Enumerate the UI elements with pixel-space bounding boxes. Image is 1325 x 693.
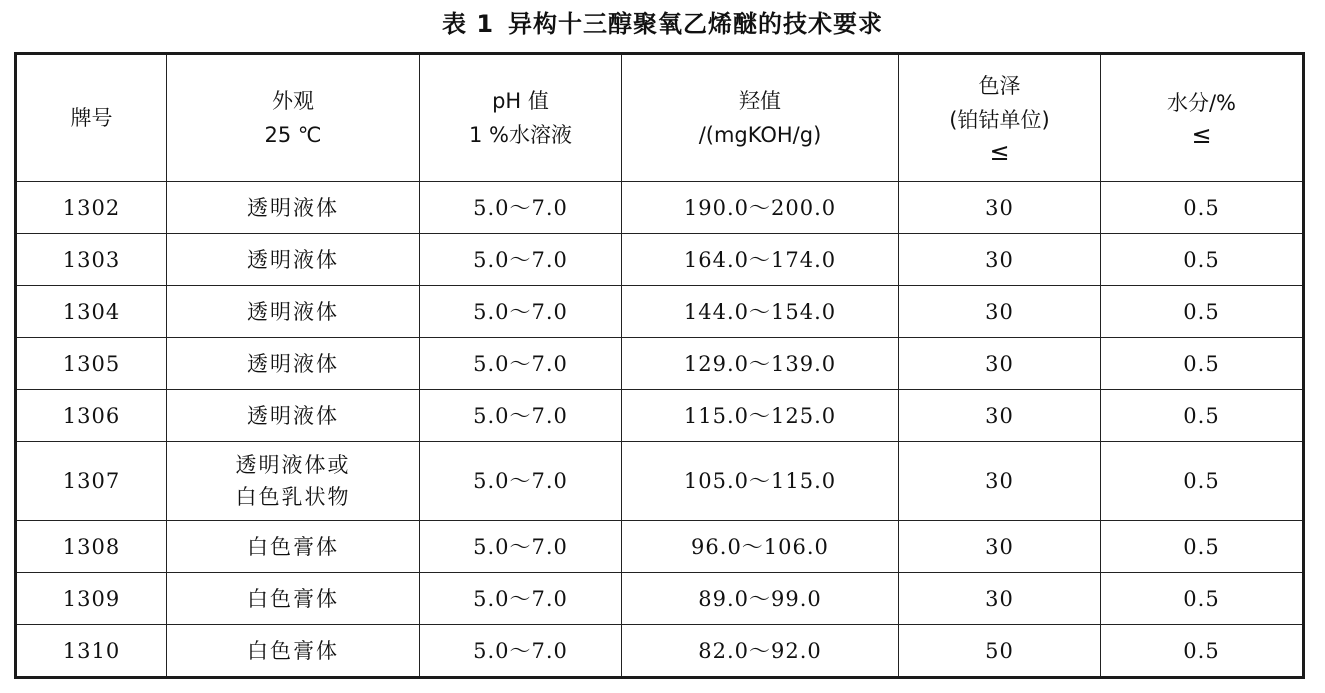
table-header [16,54,1304,182]
water-cell: 0.5 [1101,338,1304,390]
ph-cell: 5.0～7.0 [420,625,622,678]
table-number: 表 1 [441,10,495,38]
grade-cell: 1308 [16,521,167,573]
hydroxyl-cell: 105.0～115.0 [622,442,899,521]
table-row [16,625,1304,678]
header-line: 1 %水溶液 [469,123,572,147]
grade-cell: 1310 [16,625,167,678]
appearance-line: 透明液体 [247,351,339,376]
grade-cell: 1305 [16,338,167,390]
water-cell: 0.5 [1101,521,1304,573]
appearance-cell [167,625,420,678]
grade-cell: 1304 [16,286,167,338]
appearance-line: 白色膏体 [247,586,339,611]
table-row [16,521,1304,573]
grade-cell: 1302 [16,182,167,234]
appearance-line: 透明液体 [247,195,339,220]
header-water [1101,54,1304,182]
table-row [16,286,1304,338]
header-line: pH 值 [492,89,549,113]
ph-cell: 5.0～7.0 [420,234,622,286]
header-line: (铂钴单位) [949,108,1050,132]
appearance-line: 透明液体或 [235,453,351,477]
spec-table [14,52,1305,679]
table-row [16,234,1304,286]
ph-cell: 5.0～7.0 [420,338,622,390]
water-cell: 0.5 [1101,390,1304,442]
color-cell: 30 [899,286,1101,338]
hydroxyl-cell: 82.0～92.0 [622,625,899,678]
water-cell: 0.5 [1101,286,1304,338]
water-cell: 0.5 [1101,625,1304,678]
hydroxyl-cell: 190.0～200.0 [622,182,899,234]
appearance-line: 白色膏体 [247,534,339,559]
appearance-cell [167,286,420,338]
table-row [16,390,1304,442]
appearance-cell [167,234,420,286]
color-cell: 30 [899,573,1101,625]
ph-cell: 5.0～7.0 [420,286,622,338]
appearance-line: 透明液体 [247,247,339,272]
appearance-line: 透明液体 [247,403,339,428]
table-row [16,182,1304,234]
hydroxyl-cell: 96.0～106.0 [622,521,899,573]
header-appearance [167,54,420,182]
hydroxyl-cell: 129.0～139.0 [622,338,899,390]
hydroxyl-cell: 115.0～125.0 [622,390,899,442]
grade-cell: 1306 [16,390,167,442]
appearance-cell [167,338,420,390]
appearance-cell [167,573,420,625]
header-hydroxyl [622,54,899,182]
appearance-cell [167,521,420,573]
table-body [16,182,1304,678]
appearance-cell [167,182,420,234]
header-grade [16,54,167,182]
color-cell: 30 [899,442,1101,521]
color-cell: 30 [899,182,1101,234]
hydroxyl-cell: 144.0～154.0 [622,286,899,338]
color-cell: 30 [899,338,1101,390]
table-row [16,338,1304,390]
header-line: 色泽 [978,74,1021,98]
table-caption [0,6,1325,42]
header-line: 25 ℃ [264,123,322,147]
water-cell: 0.5 [1101,234,1304,286]
ph-cell: 5.0～7.0 [420,573,622,625]
header-ph [420,54,622,182]
header-row [16,54,1304,182]
color-cell: 30 [899,390,1101,442]
header-line: 外观 [272,89,314,113]
appearance-line: 透明液体 [247,299,339,324]
grade-cell: 1303 [16,234,167,286]
header-line: ≤ [989,138,1010,166]
header-line: /(mgKOH/g) [698,123,822,147]
header-color [899,54,1101,182]
color-cell: 30 [899,521,1101,573]
ph-cell: 5.0～7.0 [420,521,622,573]
grade-cell: 1307 [16,442,167,521]
water-cell: 0.5 [1101,182,1304,234]
color-cell: 50 [899,625,1101,678]
grade-cell: 1309 [16,573,167,625]
appearance-line: 白色乳状物 [235,485,351,509]
water-cell: 0.5 [1101,442,1304,521]
table-row [16,442,1304,521]
ph-cell: 5.0～7.0 [420,182,622,234]
header-line: 水分/% [1166,91,1237,115]
water-cell: 0.5 [1101,573,1304,625]
color-cell: 30 [899,234,1101,286]
appearance-line: 白色膏体 [247,638,339,663]
header-line: 羟值 [739,89,781,113]
header-line: 牌号 [70,106,113,130]
header-line: ≤ [1191,121,1212,149]
hydroxyl-cell: 164.0～174.0 [622,234,899,286]
table-title: 异构十三醇聚氧乙烯醚的技术要求 [508,10,884,38]
appearance-cell [167,390,420,442]
ph-cell: 5.0～7.0 [420,442,622,521]
hydroxyl-cell: 89.0～99.0 [622,573,899,625]
appearance-cell [167,442,420,521]
ph-cell: 5.0～7.0 [420,390,622,442]
table-row [16,573,1304,625]
